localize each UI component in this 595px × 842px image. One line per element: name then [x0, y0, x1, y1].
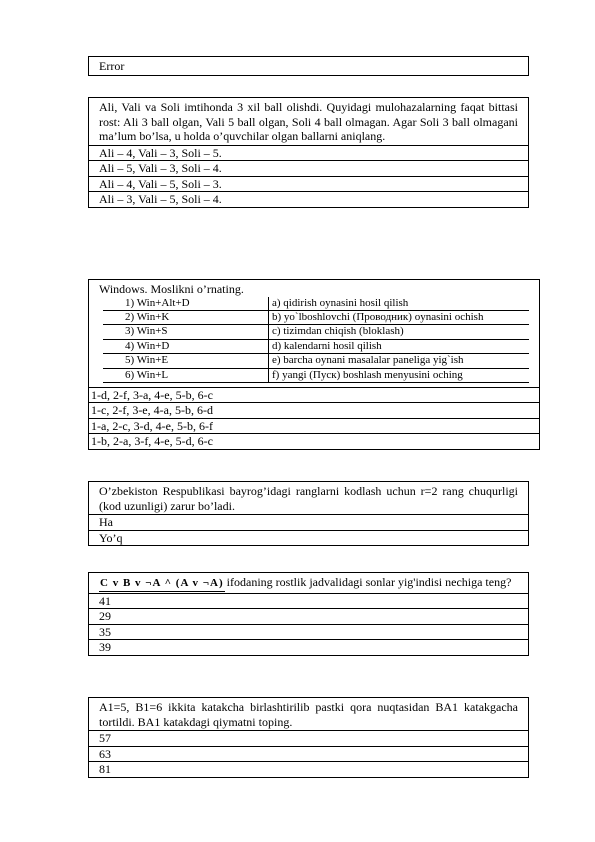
- question-text: ifodaning rostlik jadvalidagi sonlar yig'indisi nechiga teng?: [226, 575, 512, 589]
- answer-option[interactable]: 63: [89, 746, 529, 762]
- question-text: A1=5, B1=6 ikkita katakcha birlashtirilib pastki qora nuqtasidan BA1 katakgacha tortildi. BA1 katakdagi qiymatni toping.: [89, 698, 529, 731]
- question-text: O’zbekiston Respublikasi bayrog’idagi ranglarni kodlash uchun r=2 rang chuqurligi (kod uzunligi) zarur bo’ladi.: [89, 482, 529, 515]
- answer-option[interactable]: Yo’q: [89, 530, 529, 546]
- question-5: [88, 572, 529, 656]
- answer-option[interactable]: 81: [89, 762, 529, 778]
- answer-option[interactable]: Ha: [89, 515, 529, 531]
- question-2: [88, 97, 529, 208]
- shortcut-action: e) barcha oynani masalalar paneliga yig`ish: [269, 354, 530, 368]
- answer-option[interactable]: 1-c, 2-f, 3-e, 4-a, 5-b, 6-d: [89, 403, 540, 419]
- answer-option[interactable]: 1-a, 2-c, 3-d, 4-e, 5-b, 6-f: [89, 418, 540, 434]
- answer-option[interactable]: Ali – 4, Vali – 5, Soli – 3.: [89, 176, 529, 192]
- shortcut-key: 6) Win+L: [103, 368, 269, 382]
- shortcut-key: 2) Win+K: [103, 310, 269, 324]
- answer-option[interactable]: 57: [89, 731, 529, 747]
- shortcut-action: c) tizimdan chiqish (bloklash): [269, 325, 530, 339]
- answer-option[interactable]: Ali – 5, Vali – 3, Soli – 4.: [89, 161, 529, 177]
- shortcut-action: f) yangi (Пуск) boshlash menyusini oching: [269, 368, 530, 382]
- shortcut-key: 5) Win+E: [103, 354, 269, 368]
- answer-option[interactable]: 1-b, 2-a, 3-f, 4-e, 5-d, 6-c: [89, 434, 540, 450]
- answer-option[interactable]: 35: [89, 624, 529, 640]
- answer-option[interactable]: 41: [89, 593, 529, 609]
- matching-row: [103, 310, 529, 324]
- answer-option[interactable]: 39: [89, 640, 529, 656]
- shortcut-key: 3) Win+S: [103, 325, 269, 339]
- answer-option[interactable]: Ali – 3, Vali – 5, Soli – 4.: [89, 192, 529, 208]
- question-text: Error: [89, 57, 529, 76]
- matching-row: [103, 368, 529, 382]
- question-6: [88, 697, 529, 778]
- matching-row: [103, 297, 529, 311]
- shortcut-action: a) qidirish oynasini hosil qilish: [269, 297, 530, 311]
- matching-table: [103, 297, 529, 383]
- answer-option[interactable]: 1-d, 2-f, 3-a, 4-e, 5-b, 6-c: [89, 387, 540, 403]
- matching-row: [103, 325, 529, 339]
- question-1: [88, 56, 529, 76]
- shortcut-key: 1) Win+Alt+D: [103, 297, 269, 311]
- answer-option[interactable]: 29: [89, 609, 529, 625]
- logic-formula: C v B v ¬A ^ (A v ¬A): [99, 576, 225, 592]
- matching-row: [103, 354, 529, 368]
- question-text: Ali, Vali va Soli imtihonda 3 xil ball olishdi. Quyidagi mulohazalarning faqat bittasi rost: Ali 3 ball olgan, Vali 5 ball olgan, Soli 4 ball olmagan. Agar Soli 3 ball olmagani ma’lum bo’lsa, u holda o’quvchilar olgan ballarni aniqlang.: [89, 98, 529, 146]
- shortcut-action: b) yo`lboshlovchi (Проводник) oynasini ochish: [269, 310, 530, 324]
- question-4: [88, 481, 529, 546]
- matching-row: [103, 339, 529, 353]
- question-3: [88, 279, 540, 450]
- shortcut-action: d) kalendarni hosil qilish: [269, 339, 530, 353]
- question-text: Windows. Moslikni o’rnating.: [99, 282, 244, 296]
- answer-option[interactable]: Ali – 4, Vali – 3, Soli – 5.: [89, 145, 529, 161]
- shortcut-key: 4) Win+D: [103, 339, 269, 353]
